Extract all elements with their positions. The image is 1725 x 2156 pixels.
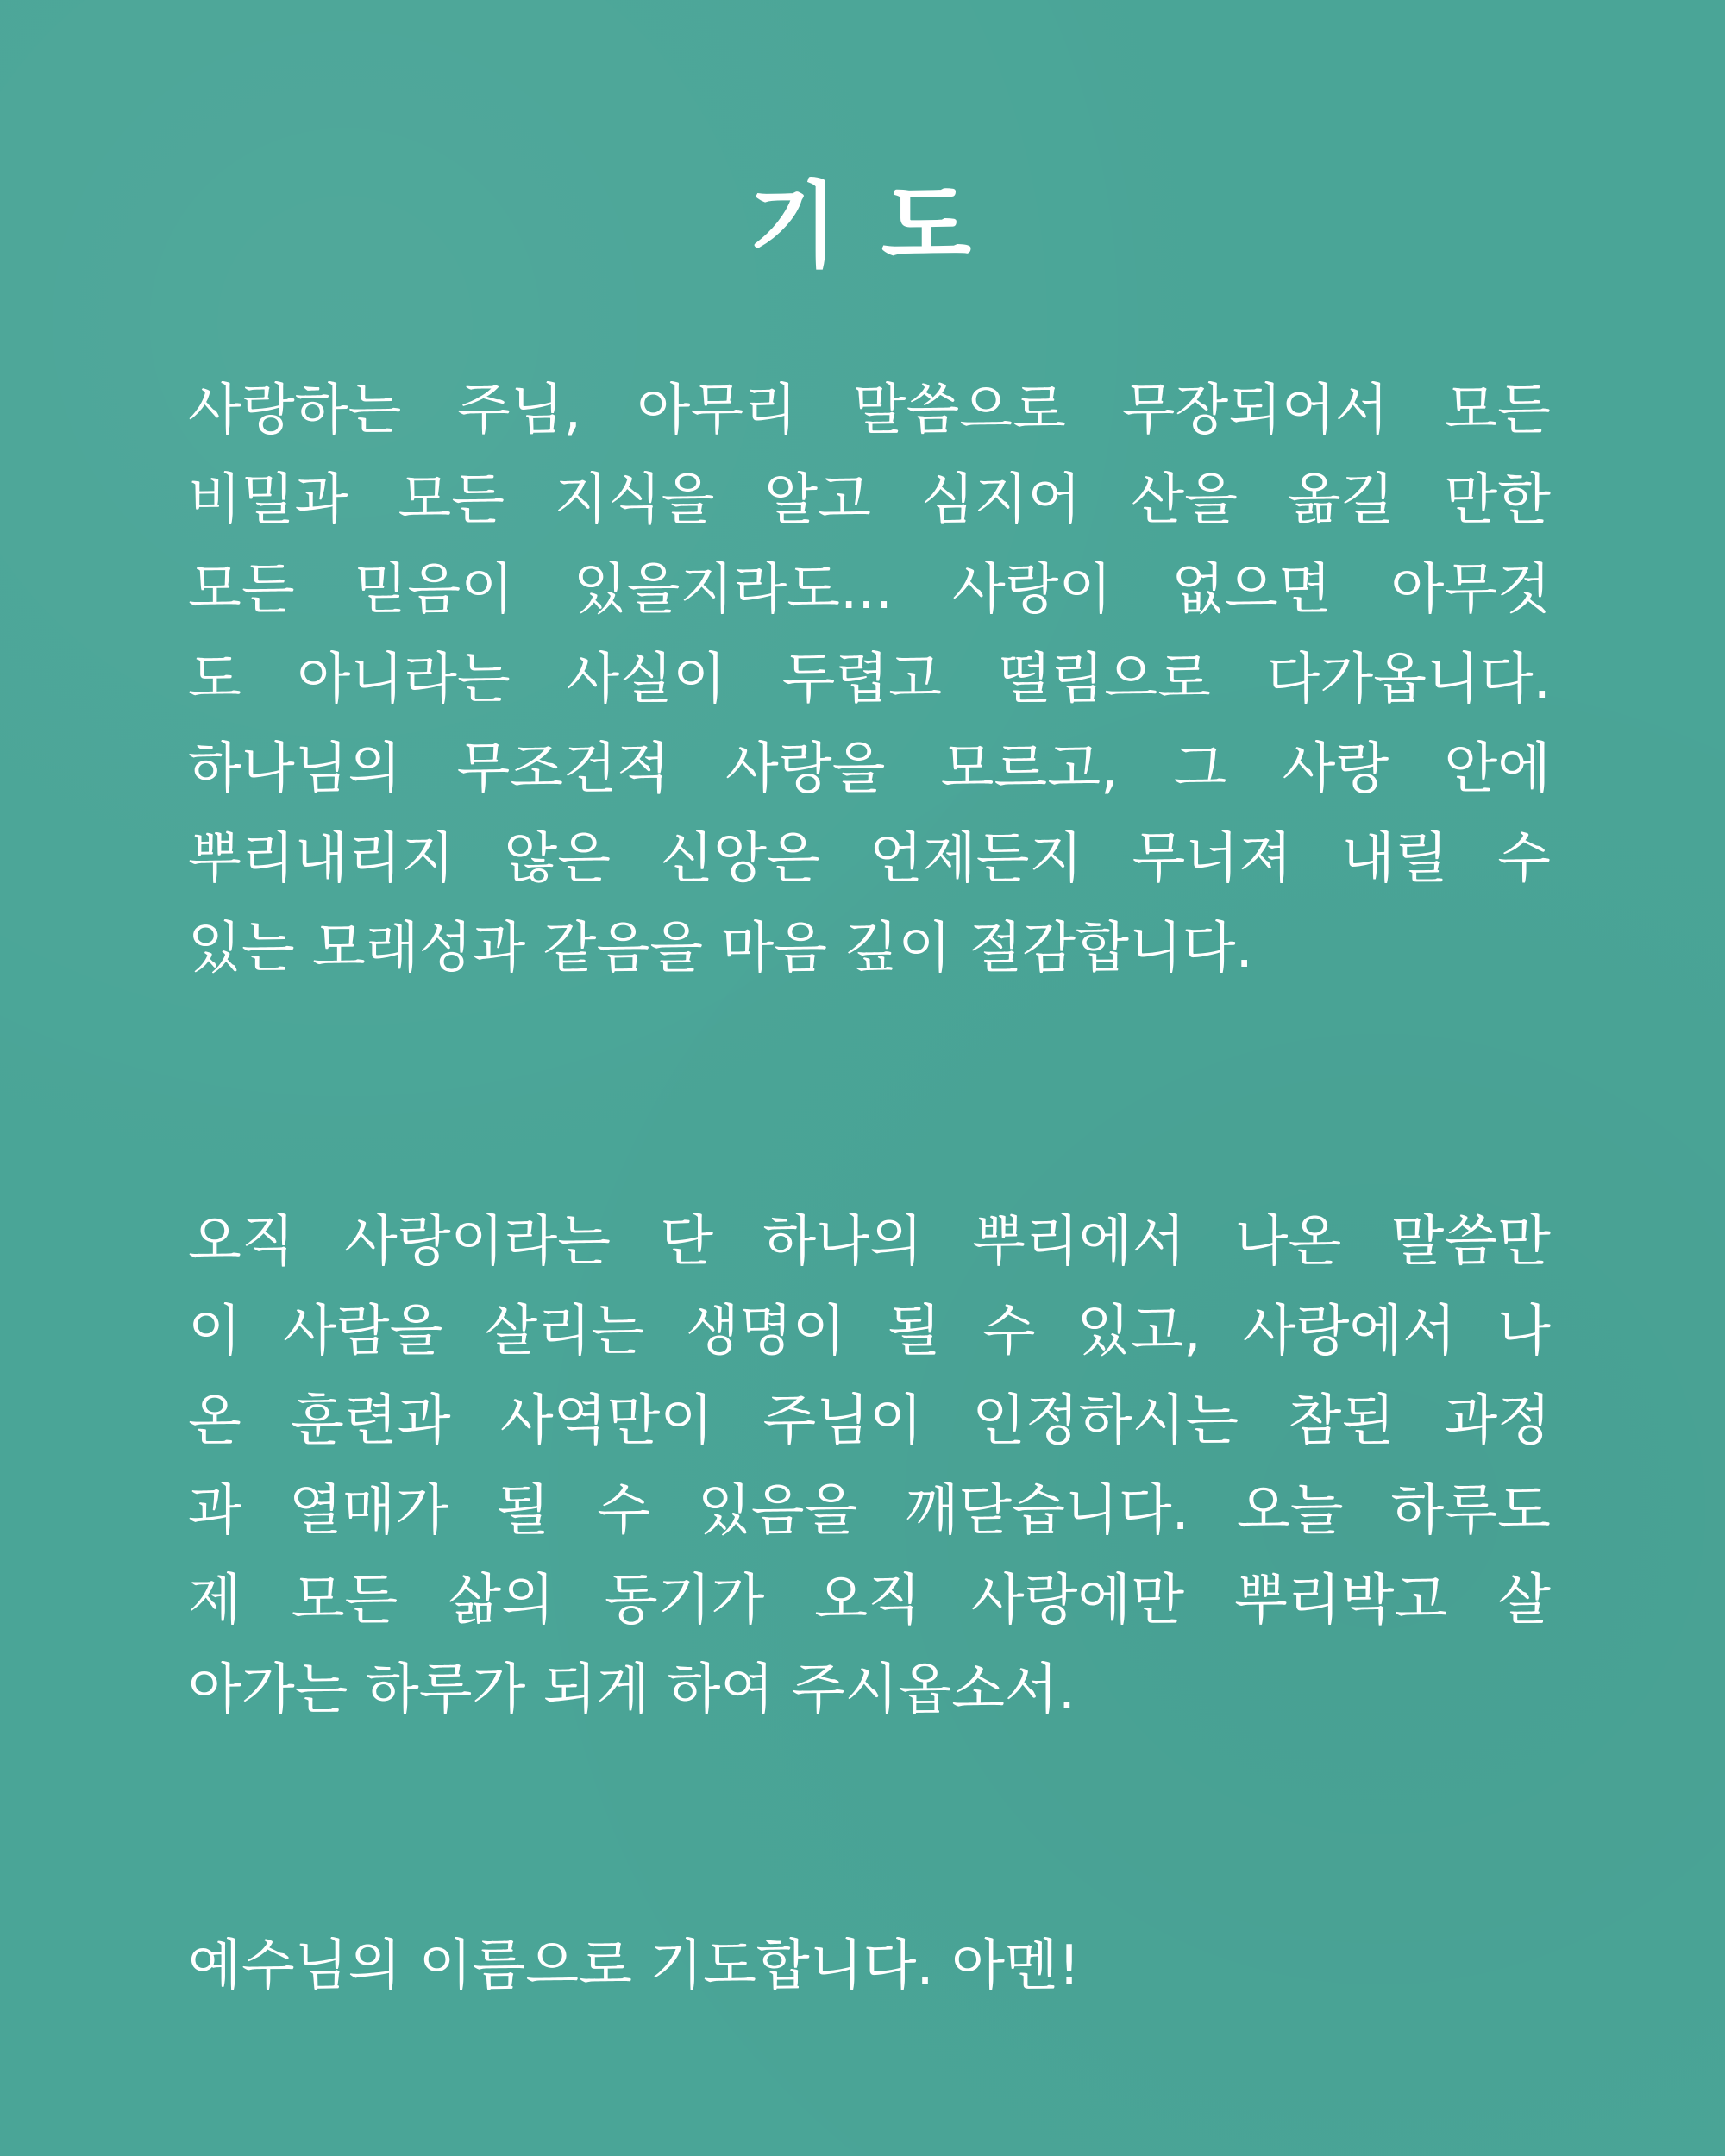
paragraph-line: 온 훈련과 사역만이 주님이 인정하시는 참된 과정 — [188, 1389, 1551, 1453]
paragraph-line: 사랑하는 주님, 아무리 말씀으로 무장되어서 모든 — [188, 379, 1551, 442]
paragraph-line: 과 열매가 될 수 있음을 깨닫습니다. 오늘 하루도 — [188, 1479, 1551, 1543]
paragraph-line: 오직 사랑이라는 단 하나의 뿌리에서 나온 말씀만 — [188, 1210, 1551, 1274]
closing-line: 예수님의 이름으로 기도합니다. 아멘! — [188, 1934, 1081, 1998]
prayer-paragraph-1 — [188, 366, 1551, 993]
paragraph-line: 이 사람을 살리는 생명이 될 수 있고, 사랑에서 나 — [188, 1300, 1551, 1363]
paragraph-line: 뿌리내리지 않은 신앙은 언제든지 무너져 내릴 수 — [188, 827, 1551, 891]
paragraph-line: 제 모든 삶의 동기가 오직 사랑에만 뿌리박고 살 — [188, 1569, 1551, 1633]
page-title: 기 도 — [748, 172, 977, 280]
paragraph-line: 하나님의 무조건적 사랑을 모르고, 그 사랑 안에 — [188, 737, 1551, 801]
prayer-closing — [188, 1921, 1551, 2011]
paragraph-line: 모든 믿음이 있을지라도... 사랑이 없으면 아무것 — [188, 558, 1551, 622]
paragraph-line: 있는 모래성과 같음을 마음 깊이 절감합니다. — [188, 917, 1253, 981]
paragraph-line: 비밀과 모든 지식을 알고 심지어 산을 옮길 만한 — [188, 468, 1551, 532]
prayer-paragraph-2 — [188, 1197, 1551, 1735]
paragraph-line: 도 아니라는 사실이 두렵고 떨림으로 다가옵니다. — [188, 648, 1551, 711]
paragraph-line: 아가는 하루가 되게 하여 주시옵소서. — [188, 1658, 1076, 1722]
